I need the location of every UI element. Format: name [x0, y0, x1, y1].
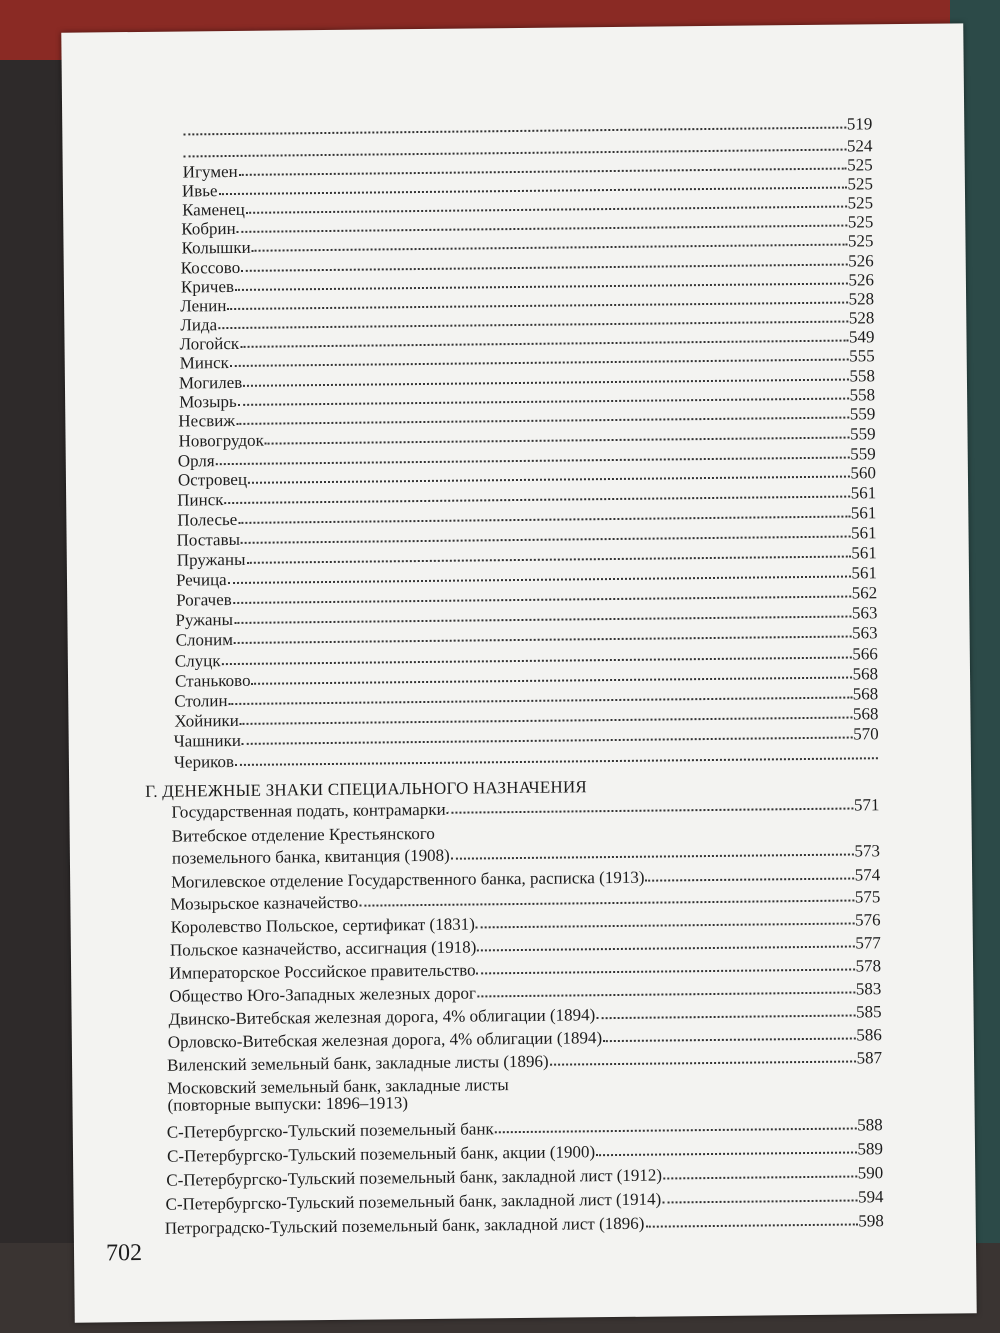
toc-entry-label: Королевство Польское, сертификат (1831) [170, 914, 475, 937]
toc-entry-page: 560 [850, 463, 877, 483]
leader-dots [229, 693, 852, 706]
leader-dots [236, 413, 849, 425]
leader-dots [252, 673, 852, 685]
toc-entry-page: 561 [850, 503, 877, 523]
leader-dots [662, 1195, 857, 1203]
leader-dots [645, 874, 853, 882]
toc-entry-label: Могилев [178, 372, 243, 393]
leader-dots [222, 653, 852, 666]
toc-entry [172, 824, 435, 847]
toc-entry-page: 519 [846, 114, 873, 134]
toc-entry-label: Несвиж [178, 410, 236, 431]
toc-entry-label: Петроградско-Тульский поземельный банк, закладной лист (1896) [164, 1213, 645, 1238]
leader-dots [246, 202, 847, 214]
leader-dots [477, 965, 855, 975]
toc-entry-page: 525 [847, 212, 874, 232]
leader-dots [238, 512, 850, 524]
toc-entry-page: 561 [851, 563, 878, 583]
toc-entry-label: Чашники [173, 730, 242, 751]
book-page [61, 23, 976, 1322]
toc-entry-page: 568 [852, 684, 879, 704]
toc-entry [165, 1187, 883, 1215]
toc-entry-label: (повторные выпуски: 1896–1913) [167, 1093, 409, 1115]
toc-entry-page: 559 [850, 444, 876, 464]
leader-dots [645, 1219, 857, 1227]
toc-entry-label: Мозырьское казначейство [170, 892, 359, 914]
toc-entry-page: 558 [849, 385, 876, 405]
toc-entry-label: С-Петербургско-Тульский поземельный банк, закладной лист (1914) [165, 1189, 662, 1214]
toc-entry-page: 526 [848, 270, 875, 290]
toc-entry-page: 576 [855, 910, 881, 930]
toc-entry-page: 563 [851, 603, 878, 623]
leader-dots [495, 1123, 857, 1133]
toc-entry-page: 549 [848, 327, 875, 347]
toc-entry-label: С-Петербургско-Тульский поземельный банк, акции (1900) [166, 1142, 596, 1166]
toc-entry-label: Кричев [180, 276, 235, 297]
leader-dots [228, 572, 851, 585]
toc-entry-page: 583 [855, 979, 882, 999]
leader-dots [235, 279, 847, 291]
toc-entry-label: Ружаны [175, 609, 234, 630]
toc-entry-page: 528 [848, 308, 875, 328]
leader-dots [233, 592, 851, 604]
toc-entry-label: Ленин [180, 296, 227, 316]
leader-dots [663, 1171, 857, 1179]
toc-entry-page: 563 [852, 623, 878, 643]
toc-entry-page: 524 [846, 136, 873, 156]
toc-entry-page: 562 [851, 583, 878, 603]
leader-dots [476, 919, 854, 929]
toc-entry-label: Императорское Российское правительство [169, 960, 476, 983]
toc-entry-label: Пинск [177, 490, 224, 510]
toc-entry-label: Новогрудок [178, 430, 264, 451]
toc-entry-page: 570 [853, 724, 879, 744]
leader-dots [224, 492, 849, 505]
leader-dots [248, 472, 849, 484]
toc-entry-page: 585 [855, 1002, 882, 1022]
toc-entry-page: 525 [847, 174, 873, 194]
leader-dots [477, 988, 855, 998]
toc-entry-page: 525 [847, 193, 874, 213]
toc-entry-label: Минск [179, 353, 229, 373]
toc-entry-label: Ивье [181, 181, 218, 201]
toc-entry-page: 586 [856, 1025, 882, 1045]
leader-dots [242, 733, 852, 745]
leader-dots [603, 1033, 855, 1042]
leader-dots [227, 298, 847, 310]
toc-entry-page: 575 [854, 887, 881, 907]
page-number: 702 [105, 1239, 143, 1267]
leader-dots [451, 850, 854, 860]
toc-entry-page: 525 [847, 231, 874, 251]
toc-entry-page: 559 [849, 404, 876, 424]
toc-entry-page: 590 [857, 1163, 884, 1183]
leader-dots [183, 123, 846, 136]
toc-entry-label: Польское казначейство, ассигнация (1918) [169, 937, 477, 960]
toc-entry-label: С-Петербургско-Тульский поземельный банк [166, 1119, 494, 1142]
toc-entry-label: Логойск [179, 333, 240, 354]
leader-dots [252, 240, 847, 252]
toc-entry-page: 561 [850, 483, 877, 503]
toc-entry-page: 594 [857, 1187, 884, 1207]
leader-dots [218, 317, 848, 330]
leader-dots [216, 453, 850, 466]
toc-entry-label: Игумен [182, 161, 238, 182]
toc-entry-page: 587 [856, 1048, 883, 1068]
toc-entry [165, 1211, 884, 1239]
toc-entry-page: 558 [849, 366, 876, 386]
leader-dots [246, 552, 850, 564]
leader-dots [241, 532, 850, 544]
leader-dots [265, 433, 849, 445]
leader-dots [243, 375, 848, 387]
toc-entry-label: Общество Юго-Западных железных дорог [169, 983, 477, 1006]
toc-entry-page: 525 [847, 155, 873, 175]
toc-entry-page: 566 [852, 644, 878, 664]
toc-entry-label: Слуцк [174, 651, 221, 671]
toc-entry [166, 1163, 883, 1191]
toc-entry-page: 561 [850, 523, 877, 543]
toc-entry-page: 561 [851, 543, 877, 563]
table-of-contents [61, 23, 976, 1322]
toc-entry-label: Поставы [176, 529, 241, 550]
toc-entry-label: Полесье [177, 509, 238, 530]
toc-entry-page: 574 [854, 865, 881, 885]
toc-entry-page: 571 [853, 795, 880, 815]
toc-entry-page: 555 [849, 346, 875, 366]
toc-entry-label: Слоним [175, 629, 234, 650]
toc-entry-label: Хойники [174, 710, 239, 731]
leader-dots [596, 1147, 856, 1156]
toc-entry-label: Лида [180, 315, 218, 335]
leader-dots [239, 164, 847, 176]
toc-entry-label: Станьково [174, 670, 251, 691]
leader-dots [550, 1056, 856, 1065]
leader-dots [235, 753, 878, 766]
toc-entry-label: Мозырь [179, 391, 237, 412]
toc-entry-label: Могилевское отделение Государственного банка, расписка (1913) [171, 867, 645, 892]
toc-entry-label: Московский земельный банк, закладные листы [167, 1075, 509, 1098]
toc-entry-page: 573 [854, 841, 880, 861]
toc-entry-label: Колышки [181, 237, 251, 258]
toc-entry [167, 1093, 408, 1116]
leader-dots [477, 942, 854, 952]
toc-entry [167, 1115, 883, 1142]
leader-dots [241, 260, 847, 272]
toc-entry-label: Орловско-Витебская железная дорога, 4% облигации (1894) [167, 1028, 603, 1052]
toc-entry-label: Виленский земельный банк, закладные листы (1896) [166, 1051, 549, 1075]
toc-entry-page: 568 [852, 664, 879, 684]
toc-entry-page: 598 [858, 1211, 884, 1231]
leader-dots [359, 896, 854, 907]
toc-entry-page: 577 [855, 933, 881, 953]
toc-entry-label: Каменец [182, 199, 245, 220]
leader-dots [184, 145, 847, 158]
toc-entry-page: 578 [855, 956, 882, 976]
toc-entry-page: 559 [849, 424, 876, 444]
toc-entry-label: Кобрин [181, 218, 236, 239]
toc-entry-label: С-Петербургско-Тульский поземельный банк, закладной лист (1912) [166, 1165, 663, 1190]
toc-entry-label: Орля [177, 451, 215, 471]
leader-dots [238, 394, 849, 406]
toc-entry [167, 1139, 883, 1166]
toc-entry-label: Витебское отделение Крестьянского [171, 823, 435, 846]
toc-entry-page: 568 [852, 704, 879, 724]
leader-dots [240, 336, 848, 348]
toc-entry-label: Коссово [180, 257, 241, 278]
toc-entry [167, 1048, 882, 1075]
toc-entry-page: 588 [857, 1115, 883, 1135]
toc-entry-label: Речица [175, 570, 227, 590]
toc-entry-page: 589 [857, 1139, 884, 1159]
toc-entry-label: Рогачев [176, 590, 232, 610]
leader-dots [447, 804, 853, 814]
leader-dots [234, 612, 851, 624]
leader-dots [234, 632, 851, 644]
toc-entry-label: Двинско-Витебская железная дорога, 4% облигации (1894) [168, 1005, 596, 1029]
toc-entry-label: поземельного банка, квитанция (1908) [171, 845, 450, 868]
leader-dots [230, 355, 848, 367]
toc-entry-label: Чериков [173, 751, 235, 772]
leader-dots [240, 713, 852, 725]
leader-dots [219, 183, 847, 196]
toc-entry-label: Островец [177, 469, 248, 490]
section-heading: Г. ДЕНЕЖНЫЕ ЗНАКИ СПЕЦИАЛЬНОГО НАЗНАЧЕНИЯ [145, 777, 588, 801]
toc-entry-page: 526 [848, 251, 874, 271]
toc-entry-label: Государственная подать, контрамарки [171, 799, 446, 822]
toc-entry-label: Пружаны [176, 549, 246, 570]
toc-entry-page: 528 [848, 289, 875, 309]
leader-dots [237, 221, 847, 233]
toc-entry-label: Столин [174, 691, 228, 711]
leader-dots [596, 1010, 855, 1019]
